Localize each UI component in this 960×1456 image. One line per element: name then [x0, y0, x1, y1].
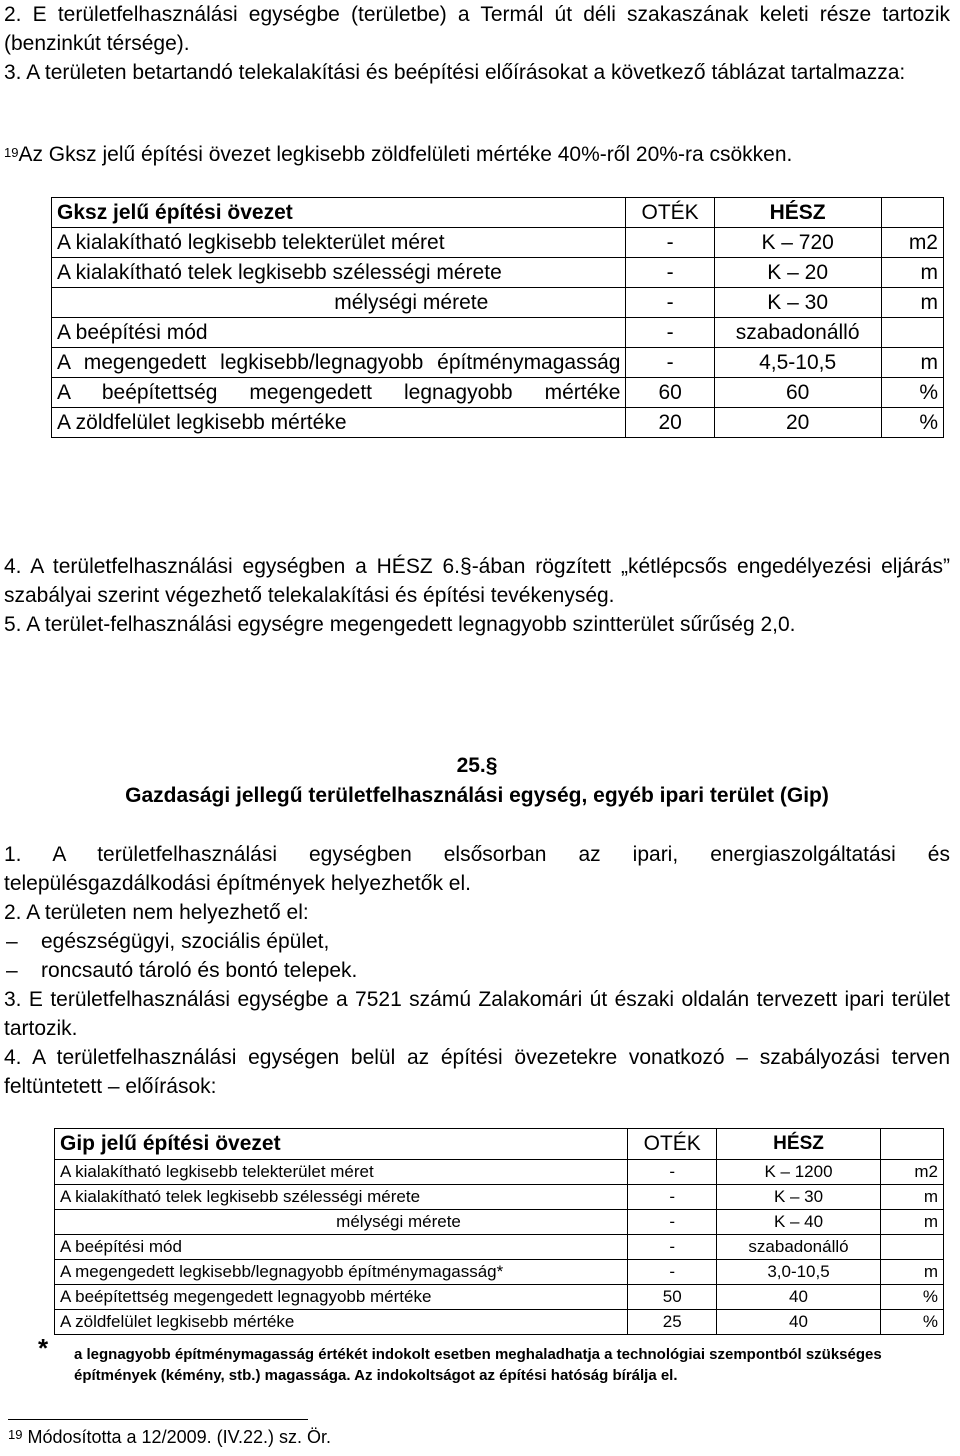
footnote — [8, 1424, 331, 1450]
table-cell-unit: m — [880, 1210, 943, 1235]
table-cell-hesz: szabadonálló — [717, 1235, 880, 1260]
amendment-note — [4, 140, 792, 169]
table-footnote-text: a legnagyobb építménymagasság értékét indokolt esetben meghaladhatja a technológiai szempontból szükséges építmények (kémény, stb.) magassága. Az indokoltságot az építési hatóság bírálja el. — [74, 1346, 882, 1384]
footnote-ref-19[interactable]: 19 — [4, 145, 19, 160]
table-cell-hesz: 40 — [717, 1285, 880, 1310]
list-item-text: roncsautó tároló és bontó telepek. — [41, 959, 358, 982]
table-row — [52, 318, 944, 348]
table-cell-unit: m — [881, 258, 943, 288]
table-cell-otek: - — [626, 288, 714, 318]
list-item — [4, 927, 950, 956]
table-cell-unit: m — [881, 348, 943, 378]
gip-paragraph-1: 1. A területfelhasználási egységben elsősorban az ipari, energiaszolgáltatási és településgazdálkodási építmények helyezhetők el. — [4, 843, 950, 895]
gip-paragraph-3: 3. E területfelhasználási egységbe a 7521 számú Zalakomári út északi oldalán tervezett ipari terület tartozik. — [4, 988, 950, 1040]
table-cell-unit: % — [881, 408, 943, 438]
table-cell-label: A zöldfelület legkisebb mértéke — [55, 1310, 628, 1335]
amendment-note-text: Az Gksz jelű építési övezet legkisebb zöldfelületi mértéke 40%-ről 20%-ra csökken. — [18, 143, 793, 166]
footnote-number: 19 — [8, 1427, 23, 1442]
table-cell-label: mélységi mérete — [55, 1210, 628, 1235]
table-header-row — [55, 1129, 944, 1160]
table-cell-unit: m2 — [880, 1160, 943, 1185]
table-cell-label: A beépítési mód — [55, 1235, 628, 1260]
table-cell-label: A kialakítható telek legkisebb szélességi mérete — [52, 258, 626, 288]
paragraph-5: 5. A terület-felhasználási egységre megengedett legnagyobb szintterület sűrűség 2,0. — [4, 613, 796, 636]
gip-paragraph-2: 2. A területen nem helyezhető el: — [4, 901, 309, 924]
table-row — [55, 1160, 944, 1185]
table-cell-label: A kialakítható legkisebb telekterület méret — [55, 1160, 628, 1185]
table-header-zone: Gip jelű építési övezet — [55, 1129, 628, 1160]
table-cell-unit — [880, 1235, 943, 1260]
table-cell-label: A beépítettség megengedett legnagyobb mértéke — [55, 1285, 628, 1310]
table-cell-otek: - — [628, 1185, 717, 1210]
table-cell-unit: m — [880, 1185, 943, 1210]
table-cell-label: A kialakítható legkisebb telekterület méret — [52, 228, 626, 258]
table-cell-unit: m2 — [881, 228, 943, 258]
list-item-text: egészségügyi, szociális épület, — [41, 930, 330, 953]
footnote-separator — [8, 1419, 308, 1420]
table-cell-otek: - — [626, 258, 714, 288]
table-cell-otek: - — [628, 1260, 717, 1285]
table-cell-unit: m — [880, 1260, 943, 1285]
table-header-otek: OTÉK — [628, 1129, 717, 1160]
table-cell-label: A beépítettség megengedett legnagyobb mértéke — [52, 378, 626, 408]
table-cell-otek: 60 — [626, 378, 714, 408]
table-header-unit — [881, 198, 943, 228]
table-cell-unit: % — [880, 1310, 943, 1335]
table-row — [52, 378, 944, 408]
table-cell-hesz: K – 30 — [717, 1185, 880, 1210]
table-header-hesz: HÉSZ — [717, 1129, 880, 1160]
table-cell-hesz: K – 1200 — [717, 1160, 880, 1185]
table-cell-otek: - — [626, 228, 714, 258]
table-row — [52, 288, 944, 318]
table-cell-label: mélységi mérete — [52, 288, 626, 318]
footnote-text: Módosította a 12/2009. (IV.22.) sz. Ör. — [27, 1427, 331, 1447]
table-cell-unit — [881, 318, 943, 348]
dash-bullet: – — [6, 930, 18, 953]
table-cell-unit: % — [881, 378, 943, 408]
table-row — [55, 1260, 944, 1285]
table-cell-otek: - — [628, 1235, 717, 1260]
table-cell-label: A megengedett legkisebb/legnagyobb építménymagasság* — [55, 1260, 628, 1285]
gksz-table — [51, 197, 944, 438]
table-header-zone: Gksz jelű építési övezet — [52, 198, 626, 228]
table-cell-hesz: K – 30 — [714, 288, 881, 318]
table-row — [55, 1285, 944, 1310]
table-cell-otek: - — [628, 1160, 717, 1185]
gip-paragraph-4: 4. A területfelhasználási egységen belül az építési övezetekre vonatkozó – szabályozási terven feltüntetett – előírások: — [4, 1046, 950, 1098]
table-row — [52, 228, 944, 258]
paragraph-3: 3. A területen betartandó telekalakítási és beépítési előírásokat a következő táblázat tartalmazza: — [4, 61, 906, 84]
table-cell-label: A kialakítható telek legkisebb szélességi mérete — [55, 1185, 628, 1210]
table-cell-hesz: 20 — [714, 408, 881, 438]
table-cell-otek: - — [626, 348, 714, 378]
table-header-hesz: HÉSZ — [714, 198, 881, 228]
table-cell-hesz: K – 40 — [717, 1210, 880, 1235]
table-row — [55, 1235, 944, 1260]
table-cell-otek: - — [626, 318, 714, 348]
table-row — [52, 258, 944, 288]
table-header-unit — [880, 1129, 943, 1160]
table-header-row — [52, 198, 944, 228]
table-cell-label: A megengedett legkisebb/legnagyobb építménymagasság — [52, 348, 626, 378]
dash-bullet: – — [6, 959, 18, 982]
table-cell-hesz: K – 20 — [714, 258, 881, 288]
table-cell-hesz: szabadonálló — [714, 318, 881, 348]
table-cell-otek: 25 — [628, 1310, 717, 1335]
table-cell-otek: - — [628, 1210, 717, 1235]
section-title: Gazdasági jellegű területfelhasználási egység, egyéb ipari terület (Gip) — [125, 784, 829, 807]
list-item — [4, 956, 950, 985]
table-row — [55, 1310, 944, 1335]
table-cell-otek: 50 — [628, 1285, 717, 1310]
table-cell-hesz: 3,0-10,5 — [717, 1260, 880, 1285]
table-cell-label: A zöldfelület legkisebb mértéke — [52, 408, 626, 438]
paragraph-2: 2. E területfelhasználási egységbe (területbe) a Termál út déli szakaszának keleti része tartozik (benzinkút térsége). — [4, 3, 950, 55]
table-cell-hesz: 40 — [717, 1310, 880, 1335]
table-cell-unit: % — [880, 1285, 943, 1310]
table-row — [52, 348, 944, 378]
table-row — [55, 1210, 944, 1235]
paragraph-4: 4. A területfelhasználási egységben a HÉSZ 6.§-ában rögzített „kétlépcsős engedélyezési eljárás” szabályai szerint végezhető telekalakítási és építési tevékenység. — [4, 555, 950, 607]
table-cell-otek: 20 — [626, 408, 714, 438]
table-cell-hesz: 60 — [714, 378, 881, 408]
section-number: 25.§ — [456, 754, 498, 777]
table-row — [55, 1185, 944, 1210]
table-cell-unit: m — [881, 288, 943, 318]
table-cell-hesz: K – 720 — [714, 228, 881, 258]
table-row — [52, 408, 944, 438]
table-cell-label: A beépítési mód — [52, 318, 626, 348]
table-cell-hesz: 4,5-10,5 — [714, 348, 881, 378]
table-header-otek: OTÉK — [626, 198, 714, 228]
asterisk-mark: * — [38, 1333, 49, 1363]
gip-table — [54, 1128, 944, 1335]
table-footnote — [38, 1333, 944, 1386]
